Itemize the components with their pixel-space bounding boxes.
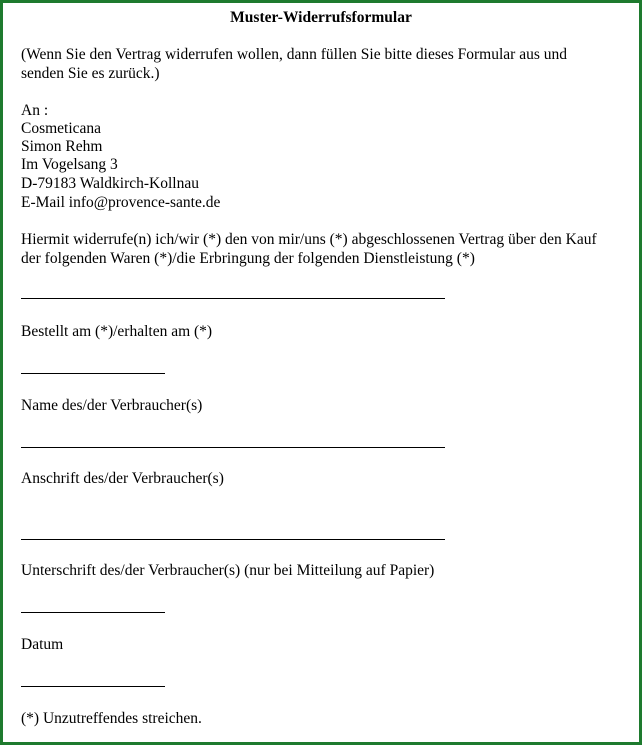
goods-entry-line[interactable] (21, 298, 445, 299)
document-title: Muster-Widerrufsformular (230, 9, 412, 26)
consumer-name-label: Name des/der Verbraucher(s) (21, 397, 203, 414)
intro-line-1: (Wenn Sie den Vertrag widerrufen wollen, dann füllen Sie bitte dieses Formular aus und (21, 46, 567, 63)
recipient-name: Simon Rehm (21, 138, 103, 155)
ordered-label: Bestellt am (*)/erhalten am (*) (21, 323, 213, 340)
statement-line-2: der folgenden Waren (*)/die Erbringung der folgenden Dienstleistung (*) (21, 250, 475, 267)
recipient-company: Cosmeticana (21, 120, 102, 137)
intro-line-2: senden Sie es zurück.) (21, 65, 160, 82)
recipient-street: Im Vogelsang 3 (21, 156, 118, 173)
recipient-label: An : (21, 102, 49, 119)
date-entry-line[interactable] (21, 686, 165, 687)
recipient-city: D-79183 Waldkirch-Kollnau (21, 175, 199, 192)
footnote: (*) Unzutreffendes streichen. (21, 710, 202, 727)
date-label: Datum (21, 636, 64, 653)
consumer-address-entry-line[interactable] (21, 539, 445, 540)
statement-line-1: Hiermit widerrufe(n) ich/wir (*) den von mir/uns (*) abgeschlossenen Vertrag über den Kauf (21, 231, 597, 248)
consumer-address-label: Anschrift des/der Verbraucher(s) (21, 470, 224, 487)
consumer-name-entry-line[interactable] (21, 447, 445, 448)
recipient-email: E-Mail info@provence-sante.de (21, 194, 221, 211)
ordered-entry-line[interactable] (21, 373, 165, 374)
signature-entry-line[interactable] (21, 612, 165, 613)
signature-label: Unterschrift des/der Verbraucher(s) (nur bei Mitteilung auf Papier) (21, 562, 435, 579)
